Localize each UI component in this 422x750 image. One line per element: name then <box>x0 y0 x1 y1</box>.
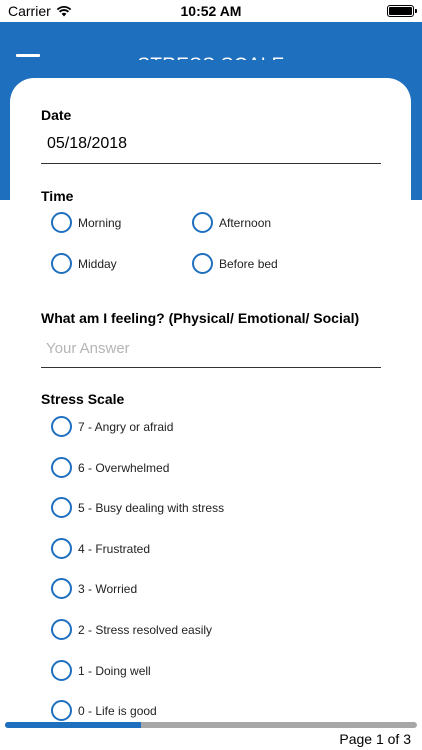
time-option-label: Morning <box>78 215 122 230</box>
radio-circle-icon <box>51 619 72 640</box>
radio-circle-icon <box>51 578 72 599</box>
page-indicator: Page 1 of 3 <box>339 731 411 747</box>
time-option-before-bed[interactable] <box>192 253 278 274</box>
progress-fill <box>5 722 141 728</box>
feeling-underline <box>41 367 381 368</box>
date-label: Date <box>41 107 72 123</box>
stress-option-label: 4 - Frustrated <box>78 541 151 556</box>
stress-option-label: 7 - Angry or afraid <box>78 419 174 434</box>
stress-option-4[interactable] <box>51 538 150 559</box>
feeling-label: What am I feeling? (Physical/ Emotional/ Social) <box>41 310 360 326</box>
stress-option-label: 6 - Overwhelmed <box>78 460 170 475</box>
progress-bar <box>5 722 417 728</box>
feeling-input[interactable]: Your Answer <box>46 340 130 357</box>
stress-option-0[interactable] <box>51 700 157 721</box>
radio-circle-icon <box>51 212 72 233</box>
carrier-label: Carrier <box>8 3 51 19</box>
stress-option-2[interactable] <box>51 619 212 640</box>
clock: 10:52 AM <box>180 3 242 19</box>
stress-option-7[interactable] <box>51 416 173 437</box>
time-option-afternoon[interactable] <box>192 212 271 233</box>
time-label: Time <box>41 188 74 204</box>
radio-circle-icon <box>51 700 72 721</box>
form-card <box>10 78 411 718</box>
stress-option-label: 0 - Life is good <box>78 703 157 718</box>
stress-option-6[interactable] <box>51 457 169 478</box>
date-input[interactable]: 05/18/2018 <box>47 135 128 152</box>
radio-circle-icon <box>51 660 72 681</box>
radio-circle-icon <box>192 212 213 233</box>
stress-scale-label: Stress Scale <box>41 391 125 407</box>
stress-option-label: 2 - Stress resolved easily <box>78 622 213 637</box>
radio-circle-icon <box>51 497 72 518</box>
radio-circle-icon <box>51 538 72 559</box>
stress-option-1[interactable] <box>51 660 151 681</box>
stress-option-label: 3 - Worried <box>78 581 138 596</box>
time-option-label: Midday <box>78 256 117 271</box>
time-option-label: Afternoon <box>219 215 272 230</box>
radio-circle-icon <box>192 253 213 274</box>
status-bar <box>0 0 422 22</box>
radio-circle-icon <box>51 457 72 478</box>
radio-circle-icon <box>51 253 72 274</box>
time-option-morning[interactable] <box>51 212 121 233</box>
date-underline <box>41 163 381 164</box>
radio-circle-icon <box>51 416 72 437</box>
battery-icon <box>387 5 414 17</box>
stress-option-3[interactable] <box>51 578 137 599</box>
time-option-label: Before bed <box>219 256 278 271</box>
stress-option-5[interactable] <box>51 497 224 518</box>
stress-option-label: 5 - Busy dealing with stress <box>78 500 225 515</box>
stress-option-label: 1 - Doing well <box>78 663 151 678</box>
time-option-midday[interactable] <box>51 253 117 274</box>
